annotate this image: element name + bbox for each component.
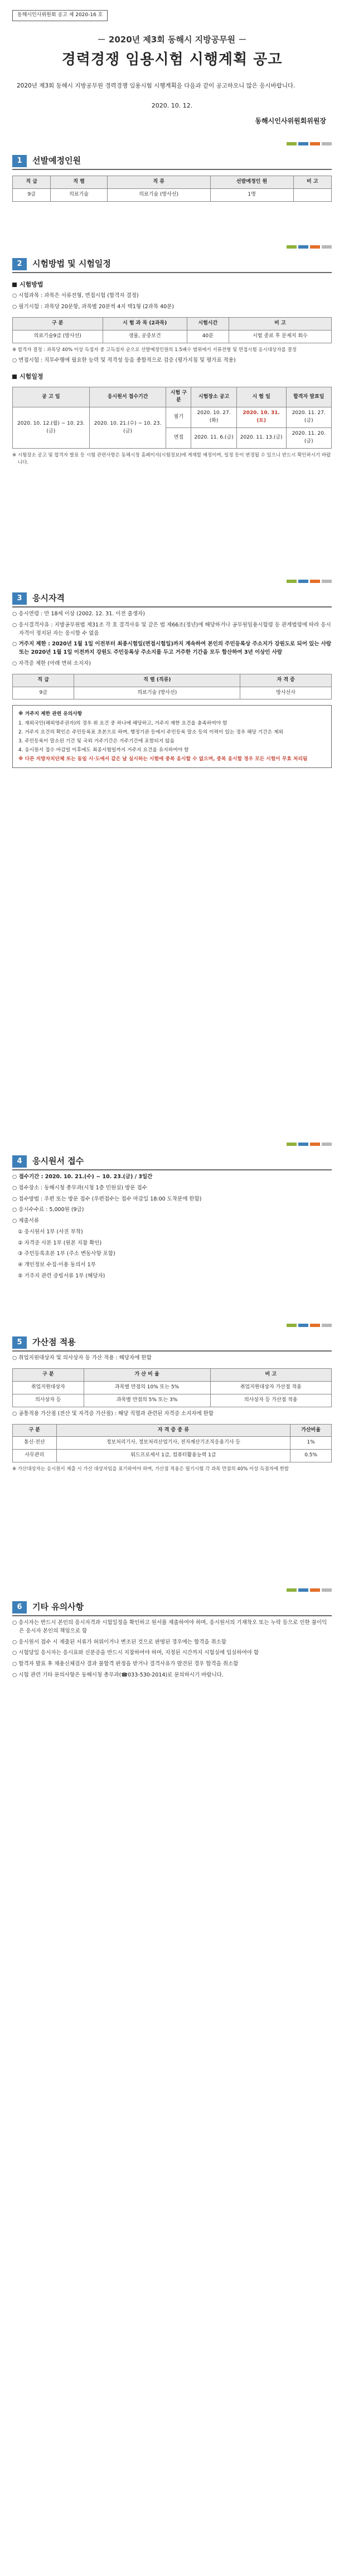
- table-row: [13, 687, 332, 699]
- section-number: 6: [12, 1601, 27, 1613]
- table-cell: 2020. 10. 27.(화): [191, 407, 236, 428]
- table-cell: 2020. 10. 31.(토): [236, 407, 286, 428]
- issuer: 동해시인사위원회위원장: [255, 117, 326, 125]
- list-item: ④ 개인정보 수집·이용 동의서 1부: [18, 1262, 96, 1268]
- warning-text: ※ 다른 지방자치단체 또는 동일 시·도에서 같은 날 실시하는 시험에 중복 응시할 수 없으며, 중복 응시할 경우 모든 시험이 무효 처리됨: [18, 756, 308, 762]
- table-header: 구 분: [13, 1368, 84, 1381]
- table-cell: 취업지원대상자 가산점 적용: [210, 1381, 331, 1394]
- table-cell: 0.5%: [290, 1450, 332, 1462]
- list-item: ○ 응시결격사유 : 지방공무원법 제31조 각 호 결격사유 및 같은 법 제66조(정년)에 해당하거나 공무원임용시험령 등 관계법령에 따라 응시자격이 정지된 자는 응시할 수 없음: [12, 621, 331, 636]
- section-title: 응시원서 접수: [32, 1156, 84, 1166]
- section-title: 시험방법 및 시험일정: [32, 259, 111, 269]
- subheading: 시험방법: [12, 280, 332, 289]
- license-table: [12, 674, 332, 700]
- list-item: ○ 취업지원대상자 및 의사상자 등 가산 적용 : 해당자에 한함: [12, 1355, 152, 1362]
- table-cell: 40분: [187, 330, 229, 343]
- table-header: 직 류: [107, 176, 210, 189]
- section-title: 기타 유의사항: [32, 1602, 84, 1612]
- table-header: 가 산 비 율: [84, 1368, 210, 1381]
- section-title: 응시자격: [32, 593, 65, 603]
- color-bar: [12, 142, 332, 145]
- table-cell: 의료기술: [51, 189, 107, 202]
- color-bar: [12, 245, 332, 249]
- section-header: [12, 1601, 332, 1616]
- table-header: 선발예정인 원: [210, 176, 293, 189]
- table-header: 합격자 발표일: [286, 387, 331, 407]
- cert-table: [12, 1424, 332, 1463]
- list-item: ① 응시원서 1부 (사진 부착): [18, 1228, 83, 1235]
- section-title: 선발예정인원: [32, 155, 81, 166]
- exam-subject-table: [12, 317, 332, 343]
- table-header: 시 험 과 목 (2과목): [103, 317, 187, 330]
- section-header: [12, 1336, 332, 1352]
- table-row: [13, 407, 332, 428]
- list-item: ○ 시험과목 : 과목은 서류전형, 면접시험 (합격자 결정): [12, 293, 139, 299]
- table-cell: 면접: [166, 428, 191, 449]
- section-header: [12, 592, 332, 607]
- notice-date: 2020. 10. 12.: [151, 102, 193, 110]
- color-bar: [12, 1588, 332, 1592]
- table-cell: 통신·전산: [13, 1437, 57, 1450]
- section-bonus: [12, 1307, 332, 1473]
- table-cell: 1%: [290, 1437, 332, 1450]
- table-header: 직 렬 (직류): [74, 674, 240, 687]
- list-item: ○ 응시자는 반드시 본인의 응시자격과 시험일정을 확인하고 원서를 제출하여야 하며, 응시원서의 기재착오 또는 누락 등으로 인한 불이익은 응시자 본인의 책임으로 함: [12, 1620, 327, 1634]
- table-header: 시험 구분: [166, 387, 191, 407]
- section-number: 3: [12, 592, 27, 605]
- table-cell: 과목별 만점의 5% 또는 3%: [84, 1394, 210, 1407]
- list-item: ○ 접수기간 : 2020. 10. 21.(수) ~ 10. 23.(금) / 3일간: [12, 1174, 153, 1180]
- section-application: [12, 1126, 332, 1280]
- table-cell: 2020. 11. 6.(금): [191, 428, 236, 449]
- table-row: [13, 1381, 332, 1394]
- box-line: 1. 재외국민(해외영주권자)의 경우 위 요건 중 하나에 해당하고, 거주지 제한 요건을 충족하여야 함: [18, 720, 227, 726]
- table-header: 구 분: [13, 1424, 57, 1437]
- notice-box: [12, 705, 332, 767]
- section-method: [12, 229, 332, 467]
- table-cell: 2020. 11. 20.(금): [286, 428, 331, 449]
- list-item: ○ 접수방법 : 우편 또는 방문 접수 (우편접수는 접수 마감일 18:00 도착분에 한함): [12, 1195, 202, 1202]
- section-eligibility: [12, 563, 332, 768]
- section-title: 가산점 적용: [32, 1337, 76, 1347]
- bullet-square-icon: [12, 375, 17, 379]
- schedule-table: [12, 387, 332, 449]
- box-line: 3. 주민등록이 말소된 기간 및 국외 거주기간은 거주기간에 포함되지 않음: [18, 738, 175, 744]
- note: ※ 시험장소 공고 및 합격자 발표 등 시험 관련사항은 동해시청 홈페이지(시험정보)에 게재할 예정이며, 일정 등이 변경될 수 있으니 반드시 확인하시기 바랍니다.: [12, 453, 331, 466]
- section-quota: [12, 125, 332, 202]
- table-cell: 의료기술9급 (방사선): [13, 330, 103, 343]
- table-cell: 워드프로세서 1급, 컴퓨터활용능력 1급: [56, 1450, 290, 1462]
- list-item: ○ 응시원서 접수 시 제출된 서류가 허위이거나 변조된 것으로 판명된 경우에는 합격을 취소함: [12, 1639, 227, 1645]
- table-header: 비 고: [210, 1368, 331, 1381]
- table-header: 비 고: [293, 176, 331, 189]
- notice-number: 동해시인사위원회 공고 제 2020-16 호: [12, 10, 108, 21]
- section-number: 2: [12, 258, 27, 270]
- list-item: ○ 응시연령 : 만 18세 이상 (2002. 12. 31. 이전 출생자): [12, 611, 145, 618]
- table-row: [13, 1394, 332, 1407]
- section-number: 4: [12, 1155, 27, 1168]
- table-header: 직 급: [13, 674, 74, 687]
- table-header: 공 고 일: [13, 387, 90, 407]
- table-cell: 2020. 10. 21.(수) ~ 10. 23.(금): [89, 407, 166, 449]
- table-header: 응시원서 접수기간: [89, 387, 166, 407]
- table-cell: 필기: [166, 407, 191, 428]
- table-cell: 2020. 11. 13.(금): [236, 428, 286, 449]
- list-item: ③ 주민등록초본 1부 (주소 변동사항 포함): [18, 1251, 115, 1257]
- box-title: ※ 거주지 제한 관련 유의사항: [18, 711, 83, 717]
- table-row: [13, 330, 332, 343]
- list-item: ○ 공통적용 가산점 (전산 및 자격증 가산점) : 해당 직렬과 관련된 자격증 소지자에 한함: [12, 1410, 214, 1417]
- table-header: 시 험 일: [236, 387, 286, 407]
- header-subtitle: － 2020년 제3회 동해시 지방공무원 －: [97, 35, 247, 45]
- table-header: 자 격 증: [240, 674, 332, 687]
- intro-text: 2020년 제3회 동해시 지방공무원 경력경쟁 임용시험 시행계획을 다음과 같이 공고하오니 많은 응시바랍니다.: [17, 82, 295, 89]
- color-bar: [12, 1143, 332, 1146]
- list-item: ○ 응시수수료 : 5,000원 (9급): [12, 1207, 84, 1213]
- table-cell: 9급: [13, 189, 51, 202]
- box-line: 4. 응시원서 접수 마감일 이후에도 최종시험일까지 거주지 요건을 유지하여야 함: [18, 747, 189, 753]
- section-etc: [12, 1572, 332, 1680]
- section-header: [12, 257, 332, 273]
- table-cell: 방사선사: [240, 687, 332, 699]
- list-item: ○ 자격증 제한 (아래 면허 소지자): [12, 660, 91, 667]
- table-cell: 생물, 공중보건: [103, 330, 187, 343]
- table-header: 시험시간: [187, 317, 229, 330]
- note: ※ 합격자 결정 : 과목당 40% 이상 득점자 중 고득점자 순으로 선발예정인원의 1.5배수 범위에서 서류전형 및 면접시험 응시대상자를 결정: [12, 347, 297, 353]
- color-bar: [12, 1324, 332, 1327]
- note: ※ 가산대상자는 응시원서 제출 시 가산 대상자임을 표기하여야 하며, 가산점 적용은 필기시험 각 과목 만점의 40% 이상 득점자에 한함: [12, 1466, 289, 1472]
- table-cell: 의료기술 (방사선): [107, 189, 210, 202]
- table-header: 직 렬: [51, 176, 107, 189]
- section-header: [12, 154, 332, 170]
- list-item: ⑤ 거주지 관련 증빙서류 1부 (해당자): [18, 1272, 105, 1279]
- bonus-table: [12, 1368, 332, 1407]
- list-item: ○ 거주지 제한 : 2020년 1월 1일 이전부터 최종시험일(면접시험일)까지 계속하여 본인의 주민등록상 주소지가 강원도로 되어 있는 사람 또는 2020년 1월 1일 이전까지 강원도 주민등록상 주소지를 두고 거주한 기간을 모두 합산하여 3년 이상인 사람: [12, 641, 332, 656]
- table-cell: 사무관리: [13, 1450, 57, 1462]
- quota-table: [12, 176, 332, 202]
- table-cell: 의사상자 등: [13, 1394, 84, 1407]
- table-cell: 정보처리기사, 정보처리산업기사, 전자계산기조직응용기사 등: [56, 1437, 290, 1450]
- list-item: ② 자격증 사본 1부 (원본 지참 확인): [18, 1240, 102, 1246]
- table-header: 자 격 증 종 류: [56, 1424, 290, 1437]
- list-item: ○ 합격자 발표 후 채용신체검사 결과 불합격 판정을 받거나 결격사유가 발견된 경우 합격을 취소함: [12, 1661, 239, 1668]
- table-cell: 과목별 만점의 10% 또는 5%: [84, 1381, 210, 1394]
- subheading: 시험일정: [12, 372, 332, 381]
- table-row: [13, 1437, 332, 1450]
- list-item: ○ 필기시험 : 과목당 20문항, 과목별 20분씩 4지 택1형 (2과목 40분): [12, 304, 175, 310]
- table-header: 구 분: [13, 317, 103, 330]
- table-cell: 1명: [210, 189, 293, 202]
- table-header: 비 고: [229, 317, 331, 330]
- table-cell: 2020. 11. 27.(금): [286, 407, 331, 428]
- list-item: ○ 면접시험 : 직무수행에 필요한 능력 및 적격성 등을 종합적으로 검증 (평가지침 및 평가표 적용): [12, 357, 236, 363]
- table-row: [13, 1450, 332, 1462]
- list-item: ○ 접수장소 : 동해시청 총무과(시청 1층 민원실) 방문 접수: [12, 1184, 147, 1191]
- table-header: 가산비율: [290, 1424, 332, 1437]
- table-header: 직 급: [13, 176, 51, 189]
- section-number: 5: [12, 1336, 27, 1349]
- table-cell: 의사상자 등 가산점 적용: [210, 1394, 331, 1407]
- table-cell: 의료기술 (방사선): [74, 687, 240, 699]
- list-item: ○ 시험당일 응시자는 응시표와 신분증을 반드시 지참하여야 하며, 지정된 시간까지 시험실에 입실하여야 함: [12, 1650, 259, 1656]
- bullet-square-icon: [12, 283, 17, 287]
- table-cell: 2020. 10. 12.(월) ~ 10. 23.(금): [13, 407, 90, 449]
- table-header: 시험장소 공고: [191, 387, 236, 407]
- table-cell: [293, 189, 331, 202]
- section-header: [12, 1155, 332, 1170]
- list-item: ○ 시험 관련 기타 문의사항은 동해시청 총무과(☎033-530-2014)로 문의하시기 바랍니다.: [12, 1671, 224, 1678]
- table-row: [13, 189, 332, 202]
- list-item: ○ 제출서류: [12, 1218, 40, 1224]
- color-bar: [12, 580, 332, 583]
- page-title: 경력경쟁 임용시험 시행계획 공고: [61, 51, 283, 69]
- table-cell: 취업지원대상자: [13, 1381, 84, 1394]
- table-cell: 시험 종료 후 문제지 회수: [229, 330, 331, 343]
- section-number: 1: [12, 155, 27, 167]
- table-cell: 9급: [13, 687, 74, 699]
- box-line: 2. 거주지 요건의 확인은 주민등록표 초본으로 하며, 행정기관 등에서 주민등록 말소 등의 이력이 있는 경우 해당 기간은 제외: [18, 729, 284, 735]
